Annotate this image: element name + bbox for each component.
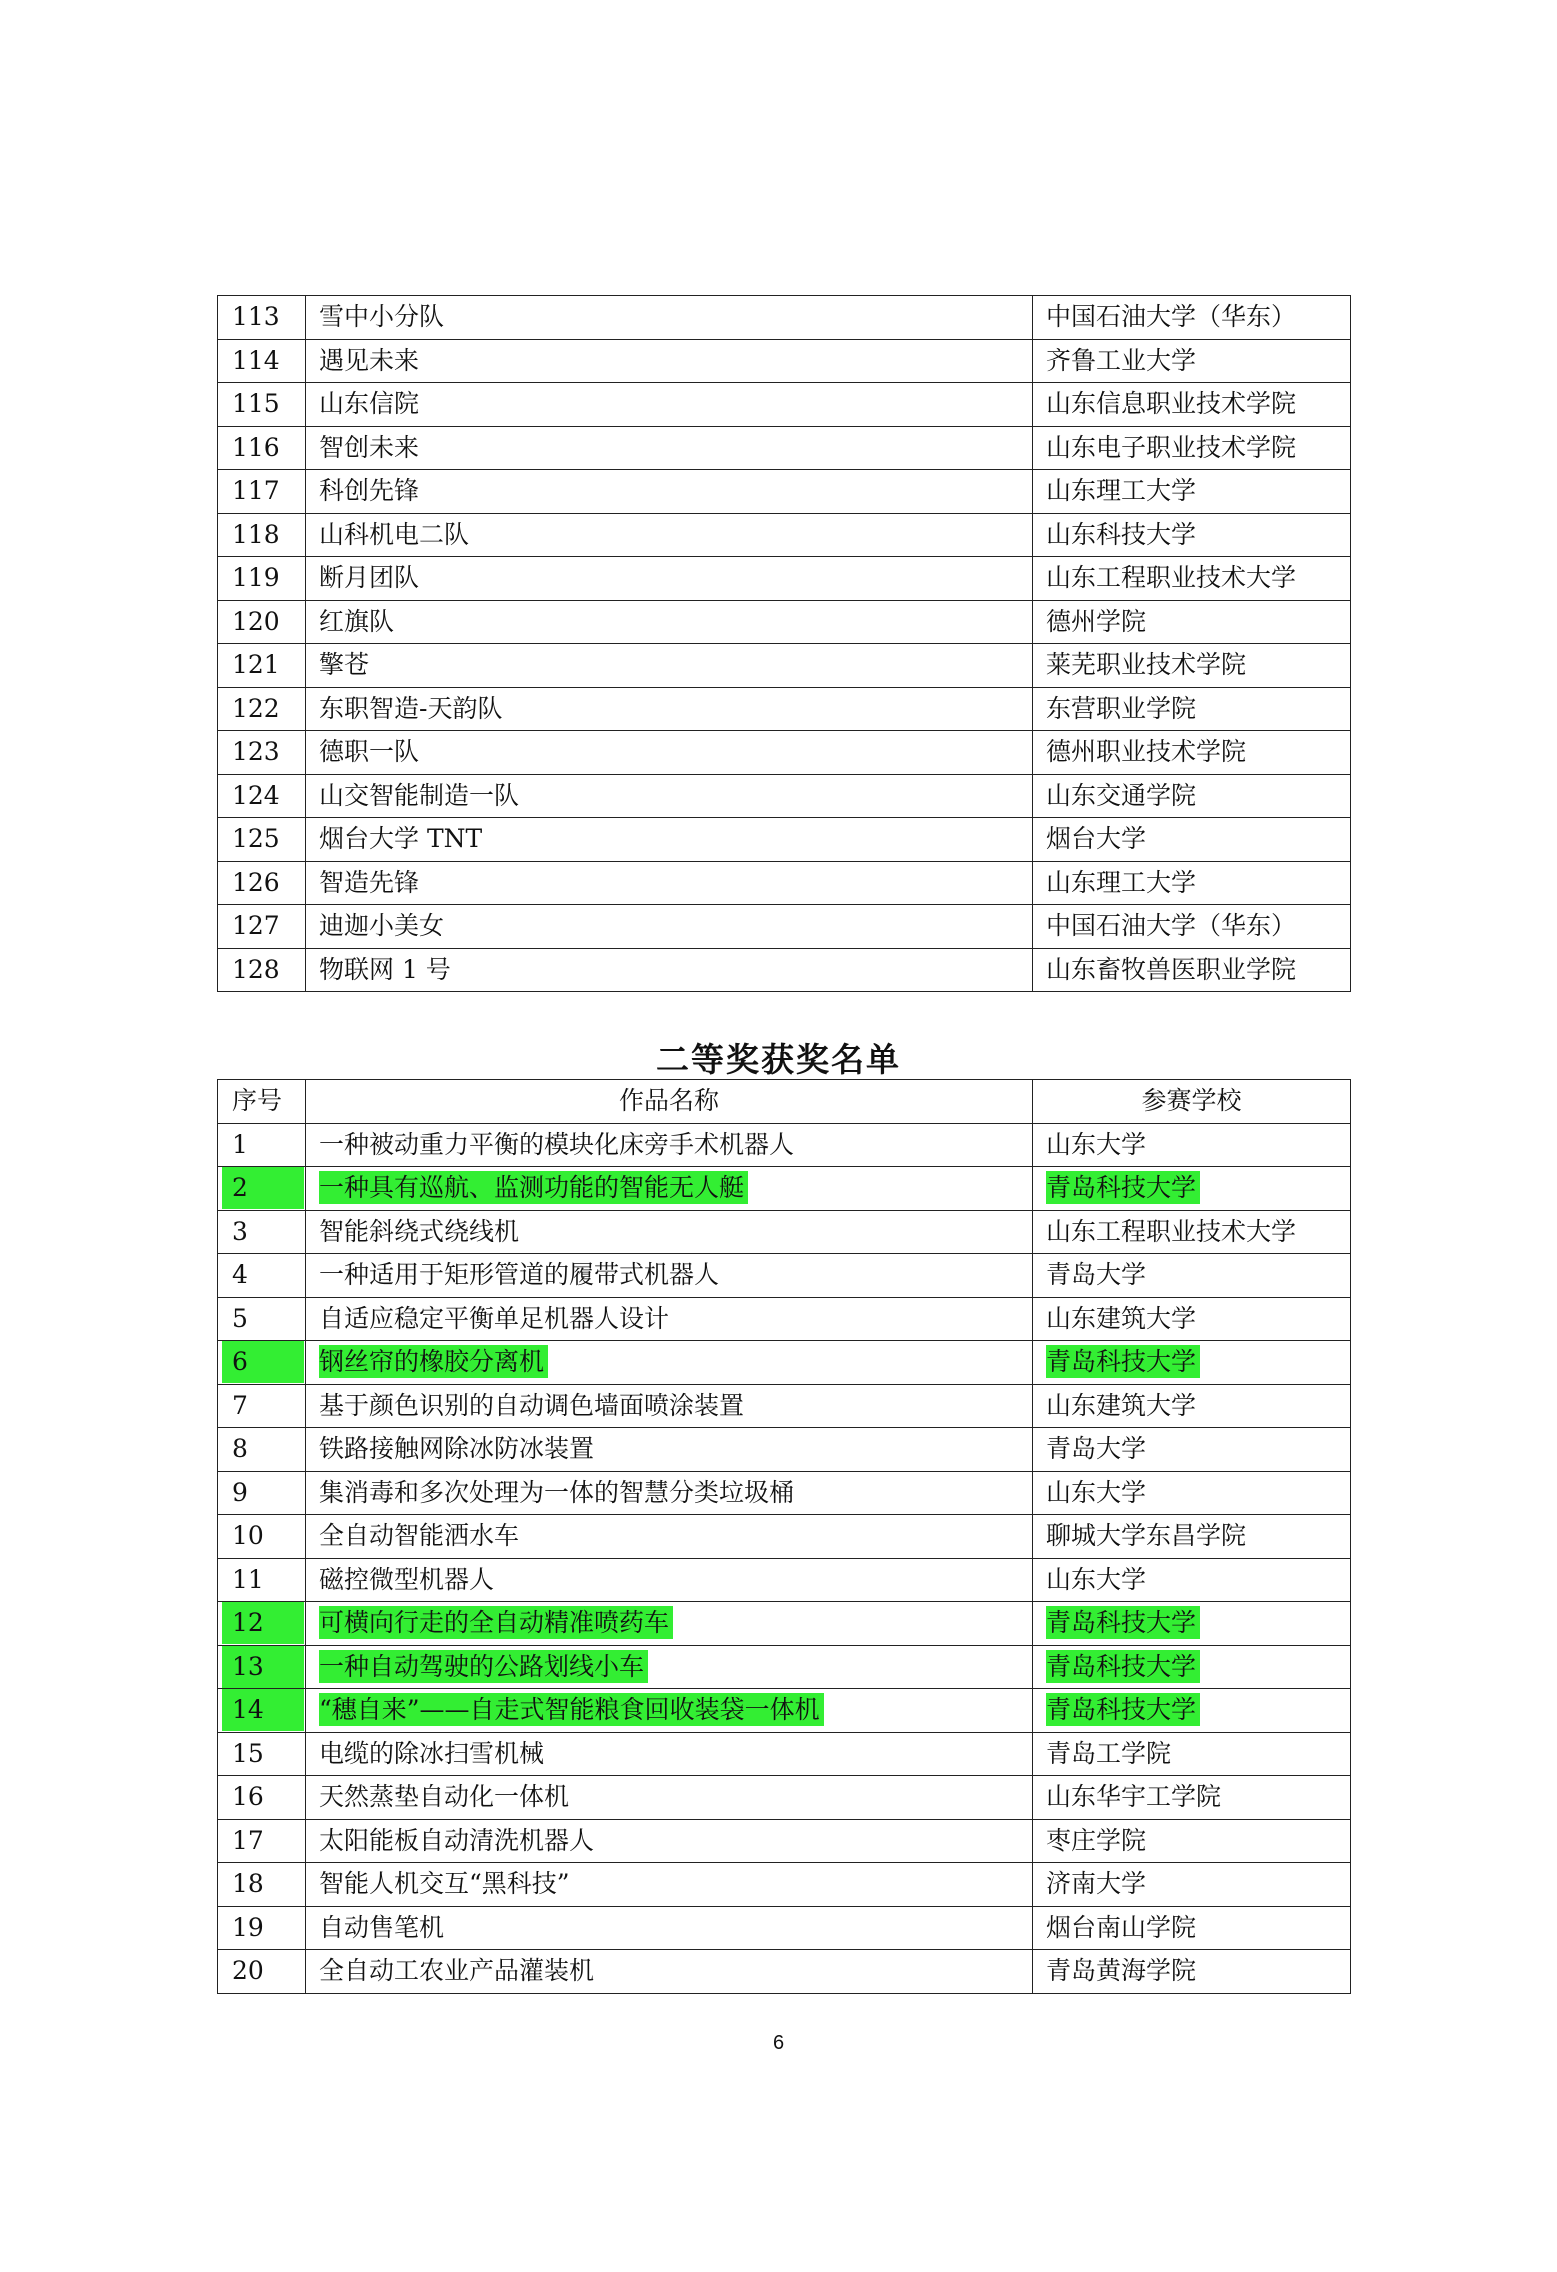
table-row [218,905,1351,949]
table-row [218,600,1351,644]
row-number-cell [218,1602,306,1646]
table-header-row [218,1080,1351,1124]
school-name-cell [1033,905,1351,949]
row-number: 10 [232,1521,264,1551]
school-name: 青岛科技大学 [1046,1693,1200,1726]
school-name-cell [1033,1428,1351,1472]
work-name-cell [306,557,1033,601]
work-name-cell [306,1123,1033,1167]
work-name-cell [306,426,1033,470]
row-number: 8 [232,1434,248,1464]
work-name: 可横向行走的全自动精准喷药车 [319,1606,673,1639]
work-name: 雪中小分队 [319,302,445,332]
school-name: 德州学院 [1046,606,1147,636]
table-row [218,861,1351,905]
table-row [218,1819,1351,1863]
school-name: 青岛大学 [1046,1434,1147,1464]
school-name: 中国石油大学（华东） [1046,302,1297,332]
table-row [218,1906,1351,1950]
table-row [218,296,1351,340]
school-name: 山东大学 [1046,1129,1147,1159]
school-name-cell [1033,600,1351,644]
work-name-cell [306,1167,1033,1211]
work-name-cell [306,383,1033,427]
work-name-cell [306,470,1033,514]
work-name-cell [306,687,1033,731]
school-name: 枣庄学院 [1046,1825,1147,1855]
table-row [218,1254,1351,1298]
table-row [218,1863,1351,1907]
row-number: 18 [232,1869,264,1899]
work-name-cell [306,296,1033,340]
school-name-cell [1033,383,1351,427]
school-name: 烟台南山学院 [1046,1912,1197,1942]
table-row [218,1297,1351,1341]
second-prize-table [217,1079,1351,1994]
row-number: 5 [232,1303,248,1333]
table-row [218,731,1351,775]
row-number: 117 [232,476,280,506]
row-number: 128 [232,954,280,984]
school-name: 青岛黄海学院 [1046,1956,1197,1986]
row-number-cell [218,1645,306,1689]
row-number-cell [218,774,306,818]
work-name-cell [306,774,1033,818]
row-number-cell [218,1428,306,1472]
row-number: 7 [232,1390,248,1420]
work-name-cell [306,1950,1033,1994]
work-name: 智创未来 [319,432,420,462]
row-number-cell [218,1515,306,1559]
table-row [218,1341,1351,1385]
work-name: 山科机电二队 [319,519,470,549]
work-name: 钢丝帘的橡胶分离机 [319,1345,548,1378]
work-name: 太阳能板自动清洗机器人 [319,1825,595,1855]
school-name-cell [1033,948,1351,992]
row-number: 16 [232,1782,264,1812]
work-name: 智造先锋 [319,867,420,897]
row-number-cell [218,1471,306,1515]
row-number-cell [218,1732,306,1776]
table-row [218,818,1351,862]
school-name-cell [1033,1732,1351,1776]
second-prize-table-body [218,1080,1351,1994]
table-row [218,1645,1351,1689]
school-name: 山东大学 [1046,1477,1147,1507]
row-number: 4 [232,1260,248,1290]
school-name-cell [1033,1341,1351,1385]
row-number: 11 [232,1564,264,1594]
work-name-cell [306,339,1033,383]
school-name: 山东理工大学 [1046,476,1197,506]
school-name-cell [1033,1819,1351,1863]
row-number-cell [218,818,306,862]
continued-award-table [217,295,1351,992]
row-number-cell [218,1558,306,1602]
row-number-cell [218,905,306,949]
school-name-cell [1033,818,1351,862]
work-name-cell [306,1776,1033,1820]
row-number: 19 [232,1912,264,1942]
work-name: 天然蒸垫自动化一体机 [319,1782,570,1812]
school-name-cell [1033,644,1351,688]
row-number: 113 [232,302,280,332]
school-name: 青岛科技大学 [1046,1650,1200,1683]
school-name: 山东华宇工学院 [1046,1782,1222,1812]
school-name: 齐鲁工业大学 [1046,345,1197,375]
school-name-cell [1033,557,1351,601]
row-number-cell [218,1950,306,1994]
work-name: 基于颜色识别的自动调色墙面喷涂装置 [319,1390,745,1420]
work-name: 电缆的除冰扫雪机械 [319,1738,545,1768]
row-number-cell [218,296,306,340]
school-name: 山东科技大学 [1046,519,1197,549]
work-name: 迪迦小美女 [319,911,445,941]
work-name-cell [306,1732,1033,1776]
row-number-cell [218,731,306,775]
section-title: 二等奖获奖名单 [656,1040,901,1079]
work-name-cell [306,1906,1033,1950]
table-row [218,687,1351,731]
school-name-cell [1033,1602,1351,1646]
work-name: 一种适用于矩形管道的履带式机器人 [319,1260,720,1290]
work-name: 烟台大学 TNT [319,824,483,854]
row-number: 12 [222,1602,304,1644]
row-number: 15 [232,1738,264,1768]
table-row [218,948,1351,992]
school-name: 济南大学 [1046,1869,1147,1899]
table-row [218,1515,1351,1559]
work-name: 物联网 1 号 [319,954,451,984]
table-row [218,644,1351,688]
work-name-cell [306,818,1033,862]
row-number-cell [218,861,306,905]
row-number: 13 [222,1646,304,1688]
table-row [218,1732,1351,1776]
row-number-cell [218,1906,306,1950]
work-name: 铁路接触网除冰防冰装置 [319,1434,595,1464]
row-number: 6 [222,1341,304,1383]
school-name-cell [1033,339,1351,383]
school-name: 莱芜职业技术学院 [1046,650,1247,680]
school-name-cell [1033,513,1351,557]
row-number-cell [218,513,306,557]
table-row [218,1428,1351,1472]
table-row [218,426,1351,470]
school-name: 山东电子职业技术学院 [1046,432,1297,462]
school-name-cell [1033,1950,1351,1994]
table-row [218,339,1351,383]
school-name: 山东大学 [1046,1564,1147,1594]
work-name-cell [306,513,1033,557]
row-number: 124 [232,780,280,810]
school-name: 东营职业学院 [1046,693,1197,723]
row-number-cell [218,383,306,427]
work-name-cell [306,1819,1033,1863]
row-number: 122 [232,693,280,723]
school-name: 青岛科技大学 [1046,1606,1200,1639]
school-name: 烟台大学 [1046,824,1147,854]
work-name: 智能斜绕式绕线机 [319,1216,520,1246]
row-number: 9 [232,1477,248,1507]
work-name-cell [306,731,1033,775]
school-name-cell [1033,1384,1351,1428]
school-name-cell [1033,426,1351,470]
row-number: 118 [232,519,280,549]
row-number: 125 [232,824,280,854]
row-number-cell [218,687,306,731]
table-row [218,1950,1351,1994]
school-name: 青岛科技大学 [1046,1345,1200,1378]
school-name: 山东信息职业技术学院 [1046,389,1297,419]
work-name-cell [306,905,1033,949]
work-name: 德职一队 [319,737,420,767]
school-name: 山东交通学院 [1046,780,1197,810]
work-name-cell [306,1645,1033,1689]
row-number: 114 [232,345,280,375]
work-name: 磁控微型机器人 [319,1564,495,1594]
table-row [218,513,1351,557]
school-name: 青岛科技大学 [1046,1171,1200,1204]
work-name: 一种被动重力平衡的模块化床旁手术机器人 [319,1129,795,1159]
school-name: 山东建筑大学 [1046,1390,1197,1420]
work-name: 全自动工农业产品灌装机 [319,1956,595,1986]
school-name: 青岛大学 [1046,1260,1147,1290]
school-name-cell [1033,470,1351,514]
table-row [218,1602,1351,1646]
school-name: 德州职业技术学院 [1046,737,1247,767]
work-name-cell [306,1210,1033,1254]
row-number-cell [218,470,306,514]
row-number-cell [218,1167,306,1211]
school-name-cell [1033,1515,1351,1559]
work-name: 一种自动驾驶的公路划线小车 [319,1650,648,1683]
school-name-cell [1033,861,1351,905]
row-number-cell [218,1863,306,1907]
school-name-cell [1033,1863,1351,1907]
row-number-cell [218,1210,306,1254]
row-number: 17 [232,1825,264,1855]
work-name: 擎苍 [319,650,370,680]
work-name-cell [306,1515,1033,1559]
row-number-cell [218,1123,306,1167]
school-name-cell [1033,296,1351,340]
school-name: 中国石油大学（华东） [1046,911,1297,941]
work-name-cell [306,600,1033,644]
row-number-cell [218,1384,306,1428]
work-name: 断月团队 [319,563,420,593]
row-number-cell [218,948,306,992]
header-no: 序号 [218,1080,306,1124]
school-name: 青岛工学院 [1046,1738,1172,1768]
row-number: 1 [232,1129,248,1159]
row-number: 116 [232,432,280,462]
school-name-cell [1033,1558,1351,1602]
work-name-cell [306,1689,1033,1733]
work-name-cell [306,1384,1033,1428]
work-name-cell [306,1297,1033,1341]
row-number: 119 [232,563,280,593]
school-name-cell [1033,687,1351,731]
row-number-cell [218,557,306,601]
table-row [218,1384,1351,1428]
row-number: 127 [232,911,280,941]
school-name: 聊城大学东昌学院 [1046,1521,1247,1551]
table-row [218,1167,1351,1211]
work-name: 科创先锋 [319,476,420,506]
work-name: 遇见未来 [319,345,420,375]
table-row [218,557,1351,601]
work-name-cell [306,1254,1033,1298]
work-name-cell [306,948,1033,992]
row-number: 2 [222,1167,304,1209]
school-name-cell [1033,1776,1351,1820]
work-name: 东职智造-天韵队 [319,693,503,723]
school-name-cell [1033,1210,1351,1254]
row-number-cell [218,1819,306,1863]
row-number: 123 [232,737,280,767]
school-name-cell [1033,1123,1351,1167]
row-number-cell [218,1341,306,1385]
work-name: 山东信院 [319,389,420,419]
school-name: 山东理工大学 [1046,867,1197,897]
work-name-cell [306,1863,1033,1907]
work-name: 自动售笔机 [319,1912,445,1942]
row-number-cell [218,600,306,644]
row-number-cell [218,1776,306,1820]
work-name: 集消毒和多次处理为一体的智慧分类垃圾桶 [319,1477,795,1507]
table-row [218,1471,1351,1515]
school-name-cell [1033,1906,1351,1950]
row-number: 121 [232,650,280,680]
work-name: 红旗队 [319,606,395,636]
row-number-cell [218,1254,306,1298]
work-name: “穗自来”——自走式智能粮食回收装袋一体机 [319,1693,824,1726]
school-name-cell [1033,1297,1351,1341]
work-name-cell [306,1471,1033,1515]
row-number-cell [218,339,306,383]
table-row [218,383,1351,427]
school-name-cell [1033,731,1351,775]
header-name: 作品名称 [306,1080,1033,1124]
work-name: 一种具有巡航、监测功能的智能无人艇 [319,1171,748,1204]
school-name-cell [1033,1471,1351,1515]
work-name-cell [306,644,1033,688]
row-number-cell [218,1689,306,1733]
header-school: 参赛学校 [1033,1080,1351,1124]
table-row [218,470,1351,514]
school-name: 山东工程职业技术大学 [1046,1216,1297,1246]
school-name-cell [1033,1689,1351,1733]
school-name-cell [1033,1254,1351,1298]
row-number-cell [218,644,306,688]
row-number-cell [218,1297,306,1341]
work-name: 全自动智能洒水车 [319,1521,520,1551]
work-name-cell [306,861,1033,905]
table-row [218,1123,1351,1167]
school-name: 山东畜牧兽医职业学院 [1046,954,1297,984]
table-row [218,1776,1351,1820]
row-number: 14 [222,1689,304,1731]
work-name: 智能人机交互“黑科技” [319,1869,570,1899]
work-name: 自适应稳定平衡单足机器人设计 [319,1303,670,1333]
school-name: 山东建筑大学 [1046,1303,1197,1333]
work-name-cell [306,1341,1033,1385]
table-row [218,1689,1351,1733]
school-name-cell [1033,774,1351,818]
row-number: 126 [232,867,280,897]
table-row [218,774,1351,818]
row-number: 20 [232,1956,264,1986]
school-name-cell [1033,1645,1351,1689]
row-number: 115 [232,389,280,419]
table-row [218,1558,1351,1602]
work-name-cell [306,1602,1033,1646]
page-number: 6 [772,2032,785,2054]
work-name-cell [306,1428,1033,1472]
row-number: 120 [232,606,280,636]
row-number-cell [218,426,306,470]
row-number: 3 [232,1216,248,1246]
school-name-cell [1033,1167,1351,1211]
continued-award-table-body [218,296,1351,992]
school-name: 山东工程职业技术大学 [1046,563,1297,593]
work-name-cell [306,1558,1033,1602]
table-row [218,1210,1351,1254]
work-name: 山交智能制造一队 [319,780,520,810]
